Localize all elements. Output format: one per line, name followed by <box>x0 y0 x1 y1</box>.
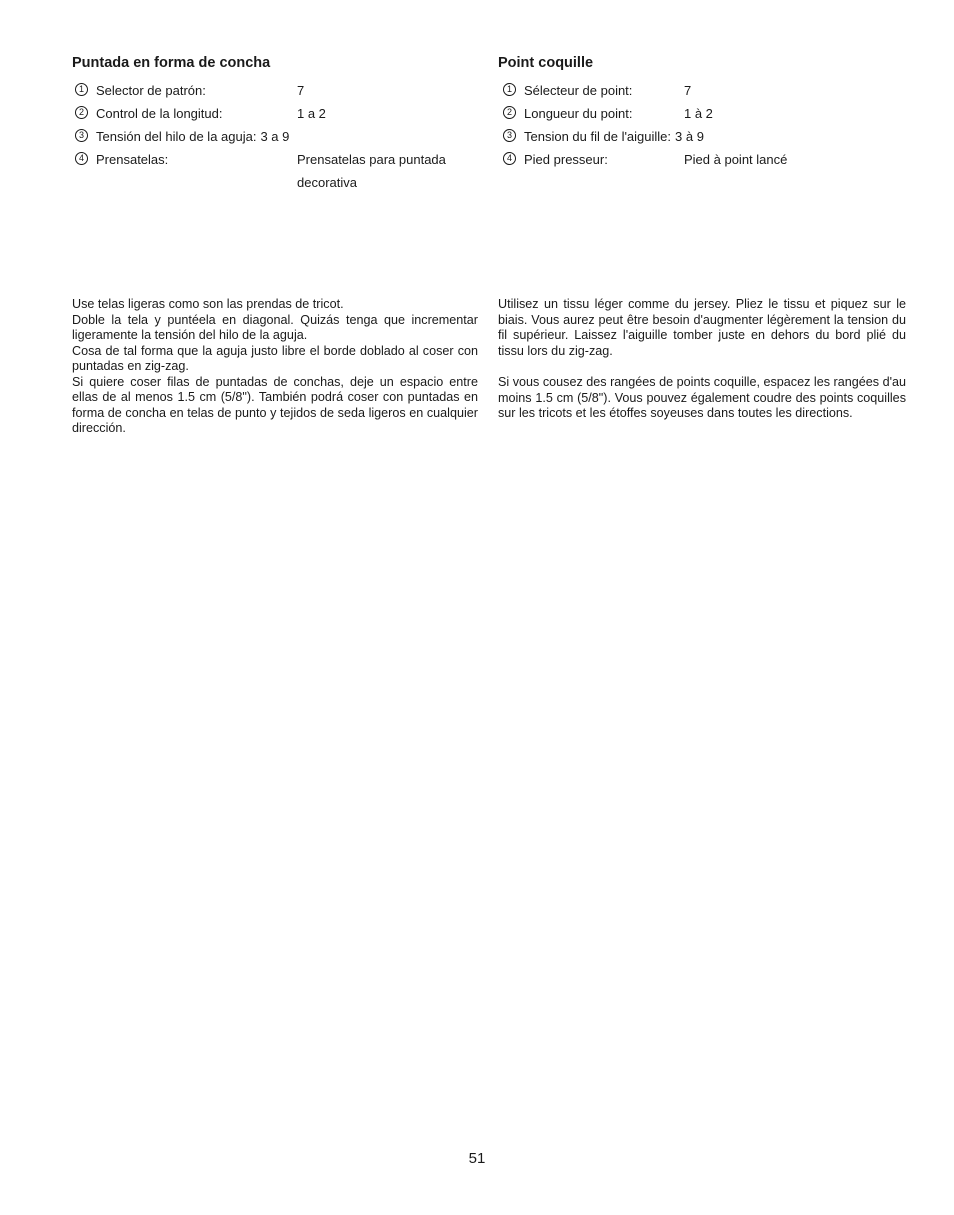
setting-label: Tensión del hilo de la aguja: <box>96 129 257 144</box>
french-instructions <box>498 297 906 422</box>
setting-value: Prensatelas para puntada decorativa <box>297 152 446 190</box>
number-3-icon: 3 <box>75 129 88 142</box>
setting-value: 1 a 2 <box>297 106 326 121</box>
setting-row-needle-tension <box>72 125 480 148</box>
setting-row-presser-foot <box>72 148 480 194</box>
french-heading: Point coquille <box>498 55 594 71</box>
number-4-icon: 4 <box>503 152 516 165</box>
page-number: 51 <box>468 1150 486 1167</box>
paragraph: Doble la tela y puntéela en diagonal. Quizás tenga que incrementar ligeramente la tensión del hilo de la aguja. <box>72 312 478 342</box>
setting-label: Sélecteur de point: <box>524 83 633 98</box>
number-2-icon: 2 <box>75 106 88 119</box>
setting-value: 7 <box>297 83 305 98</box>
setting-label: Tension du fil de l'aiguille: <box>524 129 672 144</box>
setting-value: 3 à 9 <box>675 129 704 144</box>
setting-value: Pied à point lancé <box>684 152 788 167</box>
spanish-instructions <box>72 297 478 437</box>
setting-label: Pied presseur: <box>524 152 608 167</box>
setting-label: Prensatelas: <box>96 152 169 167</box>
french-settings-list <box>498 79 908 171</box>
paragraph: Use telas ligeras como son las prendas de tricot. <box>72 297 344 311</box>
setting-row-pattern-selector <box>72 79 480 102</box>
paragraph: Si quiere coser filas de puntadas de conchas, deje un espacio entre ellas de al menos 1.5 cm (5/8"). También podrá coser con puntadas en forma de concha en telas de punto y tejidos de seda ligeros en cualquier dirección. <box>72 374 478 435</box>
setting-row-presser-foot <box>498 148 908 171</box>
number-2-icon: 2 <box>503 106 516 119</box>
paragraph: Si vous cousez des rangées de points coquille, espacez les rangées d'au moins 1.5 cm (5/8"). Vous pouvez également coudre des points coquilles sur les tricots et les étoffes soyeuses dans toutes les directions. <box>498 375 906 420</box>
setting-row-thread-tension <box>498 125 908 148</box>
setting-row-stitch-length <box>498 102 908 125</box>
setting-label: Selector de patrón: <box>96 83 206 98</box>
number-3-icon: 3 <box>503 129 516 142</box>
setting-row-length-control <box>72 102 480 125</box>
setting-value: 3 a 9 <box>260 129 290 144</box>
number-1-icon: 1 <box>503 83 516 96</box>
setting-value: 1 à 2 <box>684 106 713 121</box>
spanish-settings-section <box>72 54 480 194</box>
paragraph: Cosa de tal forma que la aguja justo libre el borde doblado al coser con puntadas en zig-zag. <box>72 343 478 373</box>
spanish-settings-list <box>72 79 480 194</box>
spanish-heading: Puntada en forma de concha <box>72 55 271 71</box>
number-4-icon: 4 <box>75 152 88 165</box>
setting-label: Longueur du point: <box>524 106 633 121</box>
setting-label: Control de la longitud: <box>96 106 223 121</box>
paragraph: Utilisez un tissu léger comme du jersey. Pliez le tissu et piquez sur le biais. Vous aurez peut être besoin d'augmenter légèrement la tension du fil supérieur. Laissez l'aiguille tomber juste en dehors du bord plié du tissu lors du zig-zag. <box>498 297 906 358</box>
setting-row-stitch-selector <box>498 79 908 102</box>
number-1-icon: 1 <box>75 83 88 96</box>
french-settings-section <box>498 54 908 171</box>
setting-value: 7 <box>684 83 692 98</box>
